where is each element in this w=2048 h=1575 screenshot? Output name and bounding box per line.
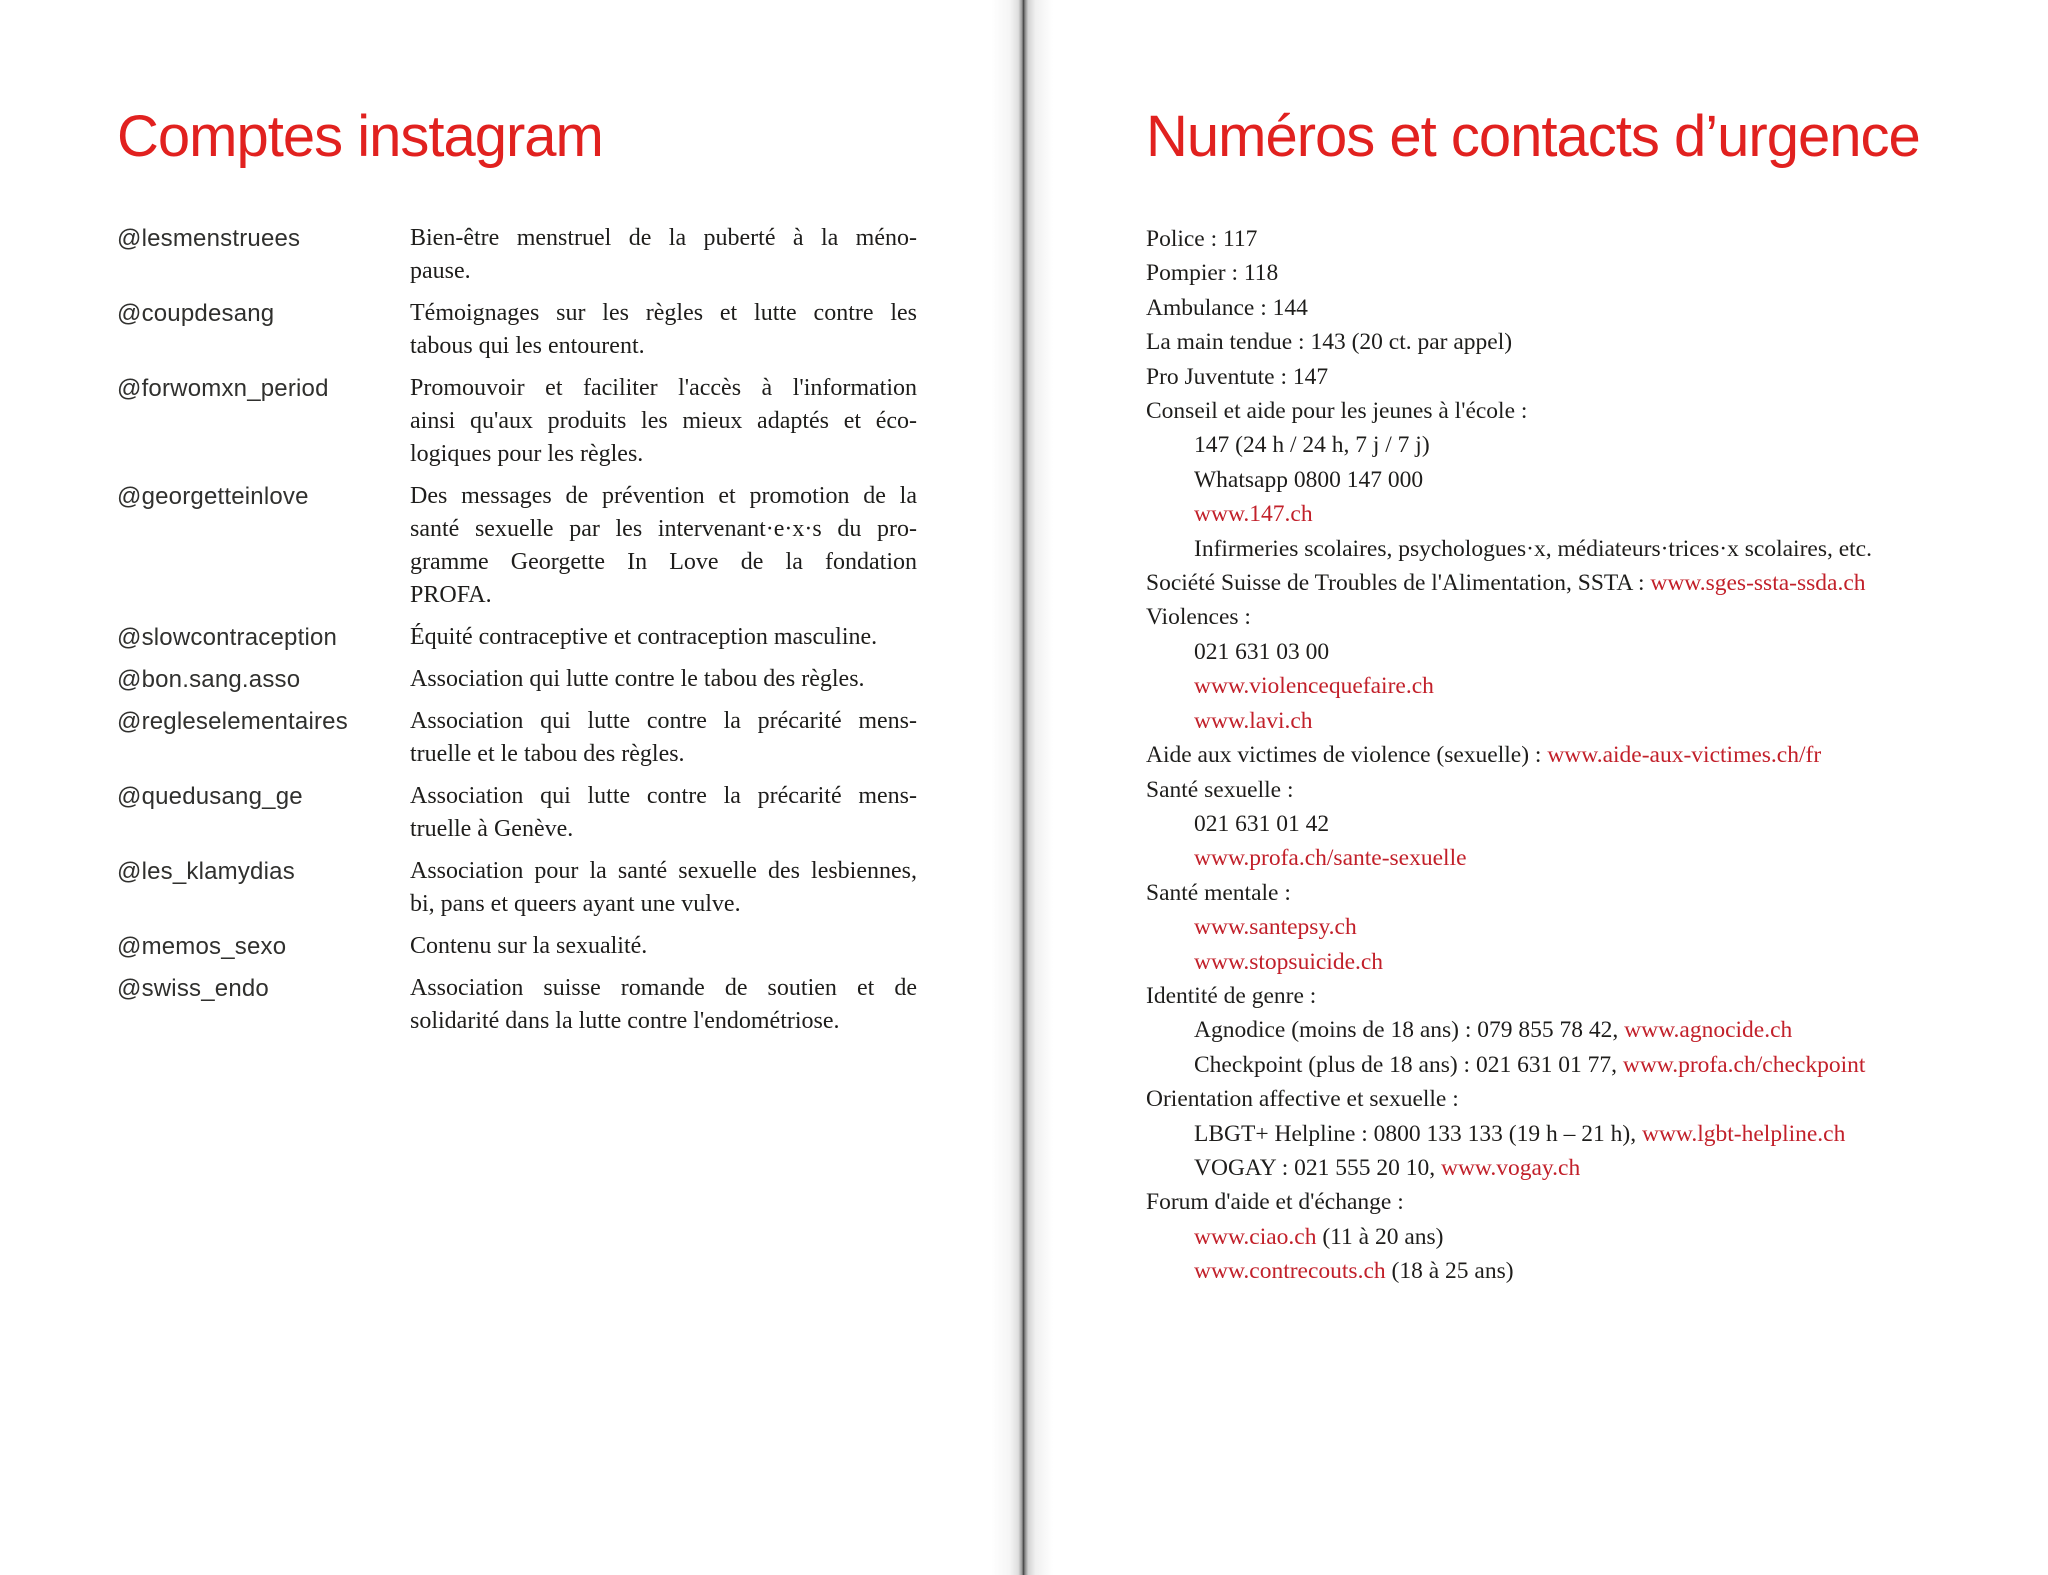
right-page bbox=[1146, 0, 1998, 1575]
contact-text: LBGT+ Helpline : 0800 133 133 (19 h – 21 h), bbox=[1194, 1120, 1642, 1147]
description-line: Association qui lutte contre la précarité mens- bbox=[410, 708, 917, 734]
contact-line bbox=[1146, 1048, 1998, 1082]
contact-line bbox=[1146, 1220, 1998, 1254]
contact-text: Forum d'aide et d'échange : bbox=[1146, 1189, 1404, 1216]
account-row bbox=[117, 930, 917, 963]
contact-text: Violences : bbox=[1146, 604, 1251, 631]
account-description bbox=[410, 480, 917, 612]
instagram-handle: @memos_sexo bbox=[117, 933, 287, 960]
contact-text: Orientation affective et sexuelle : bbox=[1146, 1086, 1459, 1113]
description-line: ainsi qu'aux produits les mieux adaptés et éco- bbox=[410, 408, 917, 434]
instagram-handle: @bon.sang.asso bbox=[117, 666, 301, 693]
contact-text: Pro Juventute : 147 bbox=[1146, 363, 1329, 390]
contact-line bbox=[1146, 807, 1998, 841]
contact-text: La main tendue : 143 (20 ct. par appel) bbox=[1146, 329, 1513, 356]
contact-line bbox=[1146, 463, 1998, 497]
contact-text: Société Suisse de Troubles de l'Alimentation, SSTA : bbox=[1146, 570, 1651, 597]
instagram-handle: @quedusang_ge bbox=[117, 783, 303, 810]
description-line: bi, pans et queers ayant une vulve. bbox=[410, 891, 741, 917]
instagram-accounts-list bbox=[117, 222, 917, 1038]
account-description bbox=[410, 663, 917, 696]
description-line: Contenu sur la sexualité. bbox=[410, 933, 648, 959]
link-url[interactable]: www.santepsy.ch bbox=[1194, 914, 1357, 941]
description-line: logiques pour les règles. bbox=[410, 441, 644, 467]
contact-line bbox=[1146, 773, 1998, 807]
account-description bbox=[410, 705, 917, 771]
contact-text: Pompier : 118 bbox=[1146, 260, 1279, 287]
description-line: Équité contraceptive et contraception masculine. bbox=[410, 624, 878, 650]
contact-line bbox=[1146, 325, 1998, 359]
description-line: Association pour la santé sexuelle des lesbiennes, bbox=[410, 858, 917, 884]
account-description bbox=[410, 222, 917, 288]
left-page-title: Comptes instagram bbox=[117, 104, 603, 169]
contact-text: Identité de genre : bbox=[1146, 982, 1317, 1009]
contact-text: 021 631 03 00 bbox=[1194, 638, 1330, 665]
account-row bbox=[117, 705, 917, 771]
description-line: santé sexuelle par les intervenant·e·x·s du pro- bbox=[410, 516, 917, 542]
instagram-handle: @coupdesang bbox=[117, 300, 275, 327]
contact-line bbox=[1146, 979, 1998, 1013]
contact-line bbox=[1146, 841, 1998, 875]
instagram-handle: @lesmenstruees bbox=[117, 225, 301, 252]
instagram-handle: @swiss_endo bbox=[117, 975, 269, 1002]
contact-text: (18 à 25 ans) bbox=[1385, 1258, 1514, 1285]
account-row bbox=[117, 780, 917, 846]
account-description bbox=[410, 972, 917, 1038]
description-line: Association qui lutte contre le tabou des règles. bbox=[410, 666, 865, 692]
description-line: Bien-être menstruel de la puberté à la méno- bbox=[410, 225, 917, 251]
link-url[interactable]: www.profa.ch/checkpoint bbox=[1622, 1051, 1866, 1078]
contact-line bbox=[1146, 1254, 1998, 1288]
link-url[interactable]: www.violencequefaire.ch bbox=[1194, 673, 1434, 700]
instagram-handle: @les_klamydias bbox=[117, 858, 295, 885]
description-line: gramme Georgette In Love de la fondation bbox=[410, 549, 917, 575]
link-url[interactable]: www.ciao.ch bbox=[1194, 1223, 1317, 1250]
description-line: truelle à Genève. bbox=[410, 816, 574, 842]
link-url[interactable]: www.contrecouts.ch bbox=[1194, 1258, 1386, 1285]
account-row bbox=[117, 480, 917, 612]
link-url[interactable]: www.147.ch bbox=[1194, 501, 1313, 528]
contact-text: Santé mentale : bbox=[1146, 879, 1291, 906]
contact-line bbox=[1146, 1082, 1998, 1116]
account-row bbox=[117, 372, 917, 471]
contact-text: Conseil et aide pour les jeunes à l'école : bbox=[1146, 398, 1528, 425]
contact-line bbox=[1146, 945, 1998, 979]
contact-line bbox=[1146, 222, 1998, 256]
description-line: Témoignages sur les règles et lutte contre les bbox=[410, 300, 917, 326]
link-url[interactable]: www.profa.ch/sante-sexuelle bbox=[1194, 845, 1467, 872]
link-url[interactable]: www.sges-ssta-ssda.ch bbox=[1650, 570, 1866, 597]
contact-line bbox=[1146, 635, 1998, 669]
left-page bbox=[117, 0, 917, 1575]
contact-line bbox=[1146, 566, 1998, 600]
link-url[interactable]: www.aide-aux-victimes.ch/fr bbox=[1547, 742, 1822, 769]
account-description bbox=[410, 930, 917, 963]
link-url[interactable]: www.stopsuicide.ch bbox=[1194, 948, 1384, 975]
account-description bbox=[410, 780, 917, 846]
description-line: pause. bbox=[410, 258, 471, 284]
description-line: tabous qui les entourent. bbox=[410, 333, 645, 359]
account-description bbox=[410, 297, 917, 363]
right-page-title: Numéros et contacts d’urgence bbox=[1146, 104, 1920, 169]
instagram-handle: @forwomxn_period bbox=[117, 375, 329, 402]
contact-text: 147 (24 h / 24 h, 7 j / 7 j) bbox=[1194, 432, 1430, 459]
contact-line bbox=[1146, 256, 1998, 290]
contact-line bbox=[1146, 394, 1998, 428]
contact-line bbox=[1146, 704, 1998, 738]
account-row bbox=[117, 972, 917, 1038]
contact-line bbox=[1146, 1185, 1998, 1219]
contact-line bbox=[1146, 600, 1998, 634]
account-description bbox=[410, 855, 917, 921]
contact-text: (11 à 20 ans) bbox=[1316, 1223, 1444, 1250]
contact-line bbox=[1146, 738, 1998, 772]
instagram-handle: @regleselementaires bbox=[117, 708, 348, 735]
link-url[interactable]: www.lgbt-helpline.ch bbox=[1641, 1120, 1846, 1147]
description-line: PROFA. bbox=[410, 582, 492, 608]
contact-text: VOGAY : 021 555 20 10, bbox=[1194, 1154, 1441, 1181]
contact-text: Checkpoint (plus de 18 ans) : 021 631 01 77, bbox=[1194, 1051, 1623, 1078]
account-row bbox=[117, 663, 917, 696]
contact-text: Ambulance : 144 bbox=[1146, 294, 1308, 321]
account-row bbox=[117, 297, 917, 363]
contact-line bbox=[1146, 291, 1998, 325]
contact-text: Infirmeries scolaires, psychologues·x, médiateurs·trices·x scolaires, etc. bbox=[1194, 535, 1872, 562]
contact-line bbox=[1146, 1117, 1998, 1151]
contact-text: Santé sexuelle : bbox=[1146, 776, 1294, 803]
contact-text: Whatsapp 0800 147 000 bbox=[1194, 466, 1424, 493]
link-url[interactable]: www.agnocide.ch bbox=[1624, 1017, 1793, 1044]
account-row bbox=[117, 855, 917, 921]
contact-line bbox=[1146, 360, 1998, 394]
contact-line bbox=[1146, 669, 1998, 703]
contact-text: 021 631 01 42 bbox=[1194, 810, 1330, 837]
emergency-contacts-list bbox=[1146, 222, 1998, 1289]
contact-text: Aide aux victimes de violence (sexuelle) : bbox=[1146, 742, 1548, 769]
account-row bbox=[117, 222, 917, 288]
account-description bbox=[410, 372, 917, 471]
description-line: solidarité dans la lutte contre l'endométriose. bbox=[410, 1008, 840, 1034]
page-gutter-shadow bbox=[991, 0, 1053, 1575]
contact-line bbox=[1146, 532, 1998, 566]
contact-line bbox=[1146, 1151, 1998, 1185]
contact-text: Police : 117 bbox=[1146, 226, 1258, 252]
link-url[interactable]: www.vogay.ch bbox=[1440, 1154, 1581, 1181]
description-line: Association qui lutte contre la précarité mens- bbox=[410, 783, 917, 809]
description-line: Des messages de prévention et promotion de la bbox=[410, 483, 917, 509]
contact-line bbox=[1146, 876, 1998, 910]
contact-text: Agnodice (moins de 18 ans) : 079 855 78 42, bbox=[1194, 1017, 1625, 1044]
account-row bbox=[117, 621, 917, 654]
description-line: truelle et le tabou des règles. bbox=[410, 741, 685, 767]
description-line: Promouvoir et faciliter l'accès à l'information bbox=[410, 375, 917, 401]
instagram-handle: @georgetteinlove bbox=[117, 483, 309, 510]
contact-line bbox=[1146, 428, 1998, 462]
contact-line bbox=[1146, 497, 1998, 531]
link-url[interactable]: www.lavi.ch bbox=[1194, 707, 1313, 734]
description-line: Association suisse romande de soutien et de bbox=[410, 975, 917, 1001]
instagram-handle: @slowcontraception bbox=[117, 624, 338, 651]
contact-line bbox=[1146, 1013, 1998, 1047]
contact-line bbox=[1146, 910, 1998, 944]
account-description bbox=[410, 621, 917, 654]
